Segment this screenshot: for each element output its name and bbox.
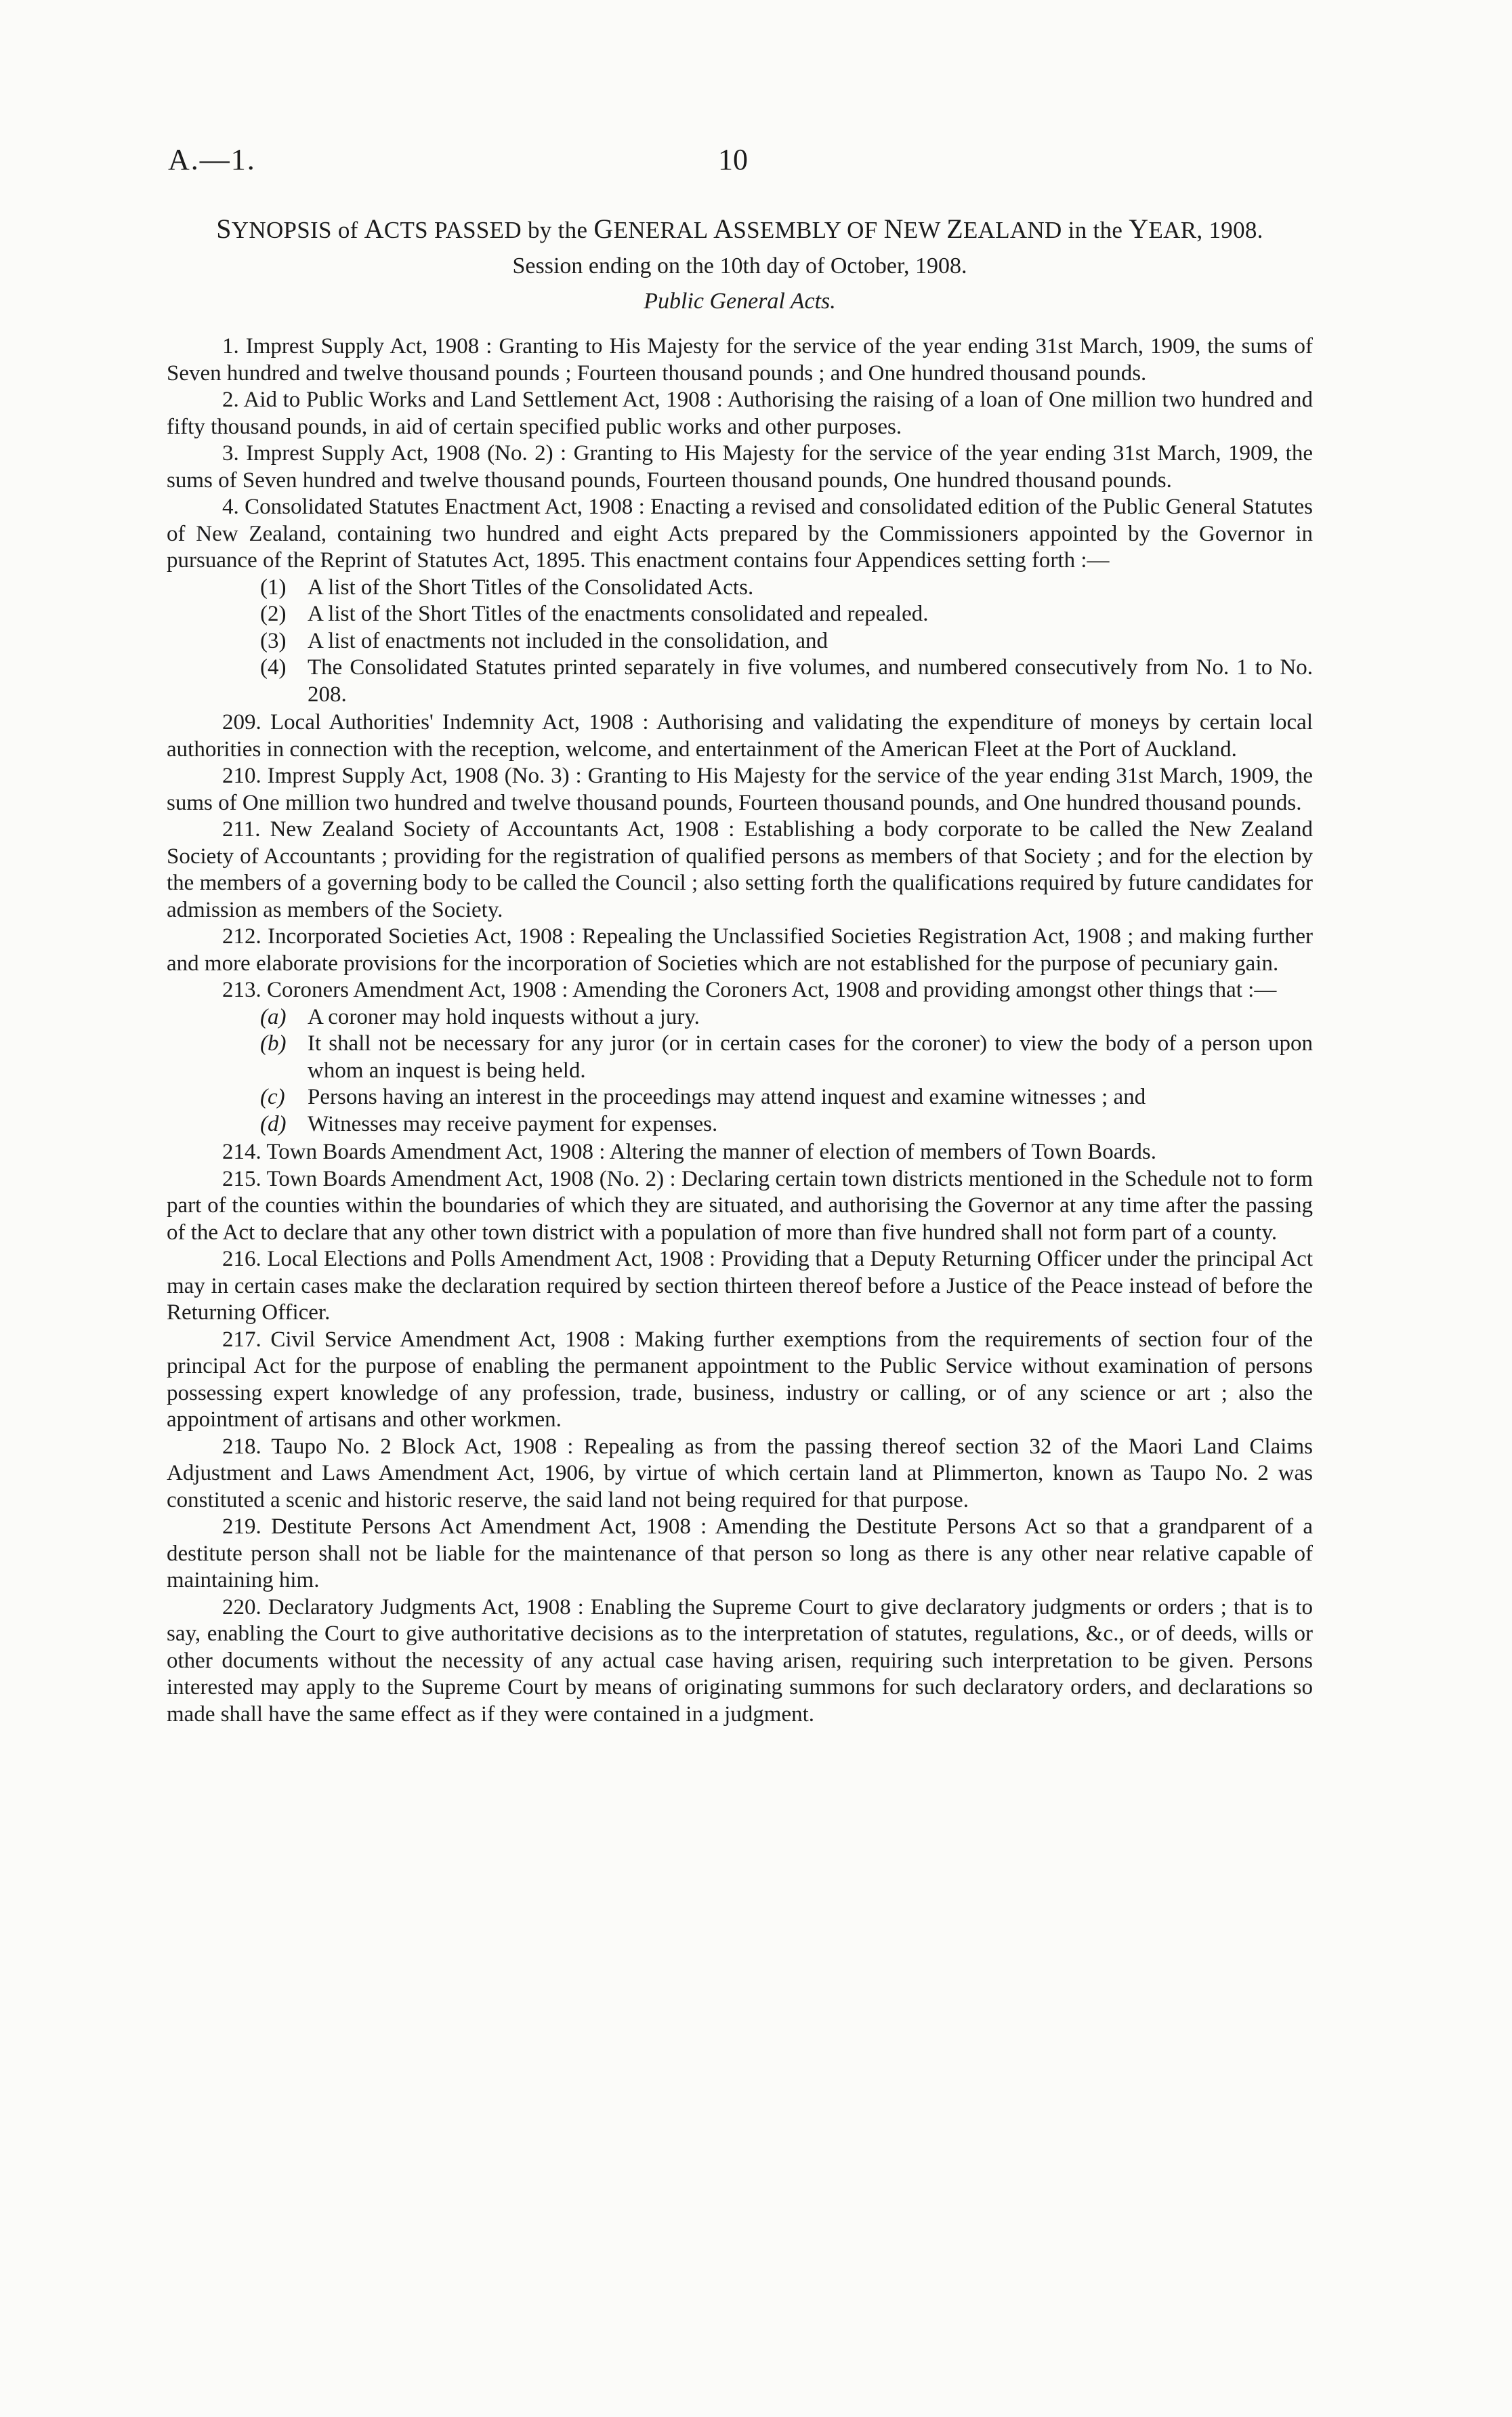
list-marker: (a) (260, 1004, 287, 1029)
appendix-item (260, 655, 1313, 708)
list-text: A list of the Short Titles of the enactments consolidated and repealed. (308, 602, 929, 626)
act-entry: 2. Aid to Public Works and Land Settlement Act, 1908 : Authorising the raising of a loan of One million two hundred and fifty thousand pounds, in aid of certain specified public works and other purposes. (167, 388, 1313, 439)
act-entry: 211. New Zealand Society of Accountants Act, 1908 : Establishing a body corporate to be called the New Zealand Society of Accountants ; providing for the registration of qualified persons as members of that Society ; and for the election by the members of a governing body to be called the Council ; also setting forth the qualifications required by future candidates for admission as members of the Society. (167, 817, 1313, 922)
title-initial: A (713, 213, 734, 244)
act-entry: 1. Imprest Supply Act, 1908 : Granting to His Majesty for the service of the year ending 31st March, 1909, the sums of Seven hundred and twelve thousand pounds ; Fourteen thousand pounds ; and One hundred thousand pounds. (167, 334, 1313, 386)
title-initial: G (593, 213, 614, 244)
page-reference: A.—1. (168, 143, 256, 176)
act-entry: 3. Imprest Supply Act, 1908 (No. 2) : Granting to His Majesty for the service of the year ending 31st March, 1909, the sums of Seven hundred and twelve thousand pounds, Fourteen thousand pounds, One hundred thousand pounds. (167, 441, 1313, 493)
list-marker: (4) (260, 655, 287, 680)
title-word: , 1908. (1196, 217, 1263, 243)
title-word: SSEMBLY (733, 217, 841, 243)
title-word: EALAND (963, 217, 1062, 243)
title-word: EW (903, 217, 941, 243)
provision-item (260, 1004, 1313, 1031)
list-marker: (d) (260, 1111, 287, 1136)
title-word: by the (528, 217, 588, 243)
act-entry: 215. Town Boards Amendment Act, 1908 (No. 2) : Declaring certain town districts mentioned in the Schedule not to form part of the counties within the boundaries of which they are situated, and authorising the Governor at any time after the passing of the Act to declare that any other town district with a population of more than five hundred shall not form part of a county. (167, 1166, 1313, 1245)
act-entry: 209. Local Authorities' Indemnity Act, 1908 : Authorising and validating the expenditure of moneys by certain local authorities in connection with the reception, welcome, and entertainment of the American Fleet at the Port of Auckland. (167, 710, 1313, 762)
title-word: of (337, 217, 358, 243)
title-word: in the (1068, 217, 1123, 243)
act-entry: 219. Destitute Persons Act Amendment Act, 1908 : Amending the Destitute Persons Act so that a grandparent of a destitute person shall not be liable for the maintenance of that person so long as there is any other near relative capable of maintaining him. (167, 1514, 1313, 1592)
list-text: Persons having an interest in the proceedings may attend inquest and examine witnesses ; and (308, 1085, 1146, 1109)
list-text: It shall not be necessary for any juror (or in certain cases for the coroner) to view the body of a person upon whom an inquest is being held. (308, 1031, 1313, 1083)
provision-item (260, 1084, 1313, 1111)
title-word: OF (847, 217, 878, 243)
title-word: CTS (383, 217, 428, 243)
list-text: The Consolidated Statutes printed separately in five volumes, and numbered consecutively from No. 1 to No. 208. (308, 655, 1313, 707)
page-number: 10 (718, 143, 748, 176)
act-entry: 213. Coroners Amendment Act, 1908 : Amending the Coroners Act, 1908 and providing amongst other things that :— (222, 978, 1277, 1002)
act-entry: 212. Incorporated Societies Act, 1908 : Repealing the Unclassified Societies Registration Act, 1908 ; and making further and more elaborate provisions for the incorporation of Societies which are not established for the purpose of pecuniary gain. (167, 924, 1313, 976)
synopsis-title (167, 214, 1313, 245)
title-initial: N (883, 213, 904, 244)
list-text: A list of enactments not included in the consolidation, and (308, 628, 828, 653)
title-word: EAR (1148, 217, 1197, 243)
heading-block (167, 214, 1313, 318)
title-word: YNOPSIS (231, 217, 332, 243)
list-text: A coroner may hold inquests without a jury. (308, 1004, 700, 1029)
title-word: PASSED (434, 217, 522, 243)
appendix-item (260, 601, 1313, 628)
act-entry: 214. Town Boards Amendment Act, 1908 : Altering the manner of election of members of Town Boards. (222, 1140, 1157, 1164)
act-entry: 218. Taupo No. 2 Block Act, 1908 : Repealing as from the passing thereof section 32 of the Maori Land Claims Adjustment and Laws Amendment Act, 1906, by virtue of which certain land at Plimmerton, known as Taupo No. 2 was constituted a scenic and historic reserve, the said land not being required for that purpose. (167, 1434, 1313, 1512)
list-marker: (c) (260, 1085, 285, 1109)
act-entry: 217. Civil Service Amendment Act, 1908 : Making further exemptions from the requirements of section four of the principal Act for the purpose of enabling the permanent appointment to the Public Service without examination of persons possessing expert knowledge of any profession, trade, business, industry or calling, or of any science or art ; also the appointment of artisans and other workmen. (167, 1327, 1313, 1432)
act-entry: 216. Local Elections and Polls Amendment Act, 1908 : Providing that a Deputy Returning Officer under the principal Act may in certain cases make the declaration required by section thirteen thereof before a Justice of the Peace instead of before the Returning Officer. (167, 1247, 1313, 1325)
session-line: Session ending on the 10th day of October, 1908. (512, 253, 967, 278)
list-marker: (1) (260, 575, 287, 600)
appendix-list (167, 575, 1313, 709)
appendix-item (260, 575, 1313, 602)
list-text: A list of the Short Titles of the Consolidated Acts. (308, 575, 754, 600)
act-entry: 4. Consolidated Statutes Enactment Act, 1908 : Enacting a revised and consolidated edition of the Public General Statutes of New Zealand, containing two hundred and eight Acts prepared by the Commissioners appointed by the Governor in pursuance of the Reprint of Statutes Act, 1895. This enactment contains four Appendices setting forth :— (167, 495, 1313, 573)
title-initial: A (364, 213, 384, 244)
appendix-item (260, 628, 1313, 655)
acts-list (167, 333, 1313, 1728)
title-initial: Y (1129, 213, 1149, 244)
act-entry: 220. Declaratory Judgments Act, 1908 : Enabling the Supreme Court to give declaratory judgments or orders ; that is to say, enabling the Court to give authoritative decisions as to the interpretation of statutes, regulations, &c., or of deeds, wills or other documents without the necessity of any actual case having arisen, requiring such interpretation to be given. Persons interested may apply to the Supreme Court by means of originating summons for such declaratory orders, and declarations so made shall have the same effect as if they were contained in a judgment. (167, 1594, 1313, 1727)
coroners-provisions-list (167, 1004, 1313, 1138)
list-marker: (3) (260, 628, 287, 653)
title-initial: Z (946, 213, 963, 244)
title-initial: S (216, 213, 232, 244)
list-text: Witnesses may receive payment for expenses. (308, 1111, 718, 1136)
act-entry: 210. Imprest Supply Act, 1908 (No. 3) : Granting to His Majesty for the service of the year ending 31st March, 1909, the sums of One million two hundred and twelve thousand pounds, Fourteen thousand pounds, and One hundred thousand pounds. (167, 764, 1313, 815)
list-marker: (b) (260, 1031, 287, 1056)
act-type-heading: Public General Acts. (644, 289, 836, 314)
title-word: ENERAL (613, 217, 708, 243)
provision-item (260, 1111, 1313, 1138)
provision-item (260, 1031, 1313, 1084)
list-marker: (2) (260, 602, 287, 626)
